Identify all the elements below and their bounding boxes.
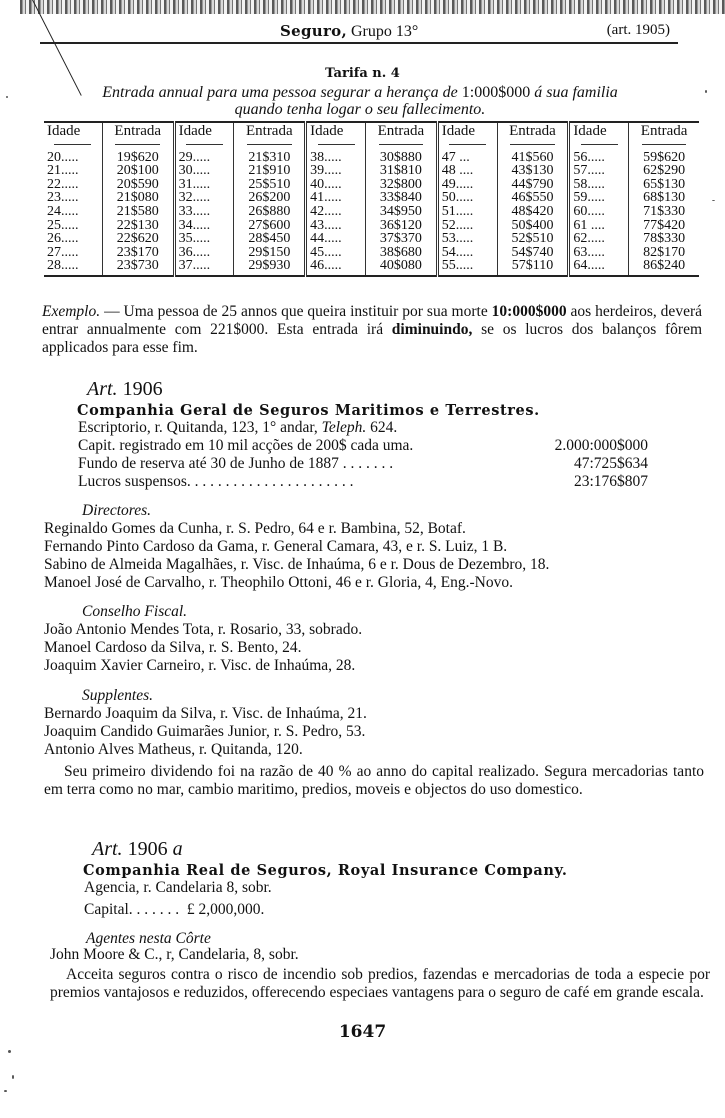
entrada-cell: 44$790 — [497, 178, 569, 192]
royal-paragraph: Acceita seguros contra o risco de incendio sob predios, fazendas e mercadorias de toda a especie por premios vantajosos e reduzidos, offerecendo especiaes vantagens para o seguro de café em grande escala. — [50, 966, 710, 1001]
entrada-cell: 32$800 — [366, 178, 438, 192]
col-header-entrada: Entrada — [629, 122, 699, 151]
col-header-entrada: Entrada — [102, 122, 174, 151]
table-row — [44, 178, 699, 192]
entrada-cell: 37$370 — [366, 232, 438, 246]
supplente-entry: Antonio Alves Matheus, r. Quitanda, 120. — [44, 741, 303, 758]
idade-cell: 59..... — [569, 191, 629, 205]
table-row — [44, 164, 699, 178]
idade-cell: 31..... — [174, 178, 234, 192]
idade-cell: 40..... — [306, 178, 366, 192]
idade-cell: 36..... — [174, 246, 234, 260]
col-header-entrada: Entrada — [366, 122, 438, 151]
idade-cell: 41..... — [306, 191, 366, 205]
idade-cell: 26..... — [47, 231, 79, 247]
entrada-cell: 25$510 — [234, 178, 306, 192]
agentes-label: Agentes nesta Côrte — [86, 930, 211, 947]
table-row — [44, 232, 699, 246]
entrada-cell: 29$150 — [234, 246, 306, 260]
entrada-cell: 20$590 — [102, 178, 174, 192]
page-number: 1647 — [338, 1022, 387, 1042]
table-row — [44, 205, 699, 219]
col-header-entrada: Entrada — [234, 122, 306, 151]
entrada-cell: 50$400 — [497, 219, 569, 233]
entrada-cell: 21$580 — [102, 205, 174, 219]
conselho-entry: Joaquim Xavier Carneiro, r. Visc. de Inhaúma, 28. — [44, 657, 356, 674]
director-entry: Manoel José de Carvalho, r. Theophilo Ottoni, 46 e r. Gloria, 4, Eng.-Novo. — [44, 574, 513, 591]
idade-cell: 45..... — [306, 246, 366, 260]
tarifa-subtitle: Entrada annual para uma pessoa segurar a herança de 1:000$000 á sua familia quando tenha logar o seu fallecimento. — [102, 84, 618, 118]
entrada-cell: 34$950 — [366, 205, 438, 219]
entrada-cell: 36$120 — [366, 219, 438, 233]
col-header-idade: Idade — [569, 122, 629, 151]
entrada-cell: 23$170 — [102, 246, 174, 260]
entrada-cell: 22$130 — [102, 219, 174, 233]
entrada-cell: 40$080 — [366, 259, 438, 276]
entrada-cell: 22$620 — [102, 232, 174, 246]
idade-cell: 47 ... — [437, 151, 497, 165]
idade-cell: 24..... — [47, 203, 79, 219]
idade-cell: 33..... — [174, 205, 234, 219]
idade-cell: 39..... — [306, 164, 366, 178]
financial-row: Capit. registrado em 10 mil acções de 200$ cada uma. 2.000:000$000 — [78, 437, 648, 454]
entrada-cell: 68$130 — [629, 191, 699, 205]
scan-speck — [6, 96, 8, 98]
idade-cell: 58..... — [569, 178, 629, 192]
table-row — [44, 246, 699, 260]
idade-cell: 38..... — [306, 151, 366, 165]
supplentes-label: Supplentes. — [82, 687, 154, 704]
entrada-cell: 71$330 — [629, 205, 699, 219]
idade-cell: 56..... — [569, 151, 629, 165]
header-title: Seguro, Grupo 13° — [280, 22, 419, 40]
col-header-idade: Idade — [44, 122, 102, 151]
scan-speck — [4, 1090, 7, 1092]
supplente-entry: Joaquim Candido Guimarães Junior, r. S. Pedro, 53. — [44, 723, 366, 740]
financial-row: Fundo de reserva até 30 de Junho de 1887 . . . . . . . 47:725$634 — [78, 455, 648, 472]
entrada-cell: 65$130 — [629, 178, 699, 192]
article-heading-1906a: Art. 1906 a — [92, 838, 183, 860]
director-entry: Sabino de Almeida Magalhães, r. Visc. de Inhaúma, 6 e r. Dous de Dezembro, 18. — [44, 556, 550, 573]
idade-cell: 55..... — [437, 259, 497, 276]
entrada-cell: 21$910 — [234, 164, 306, 178]
idade-cell: 20..... — [47, 149, 79, 165]
entrada-cell: 21$310 — [234, 151, 306, 165]
idade-cell: 61 .... — [569, 219, 629, 233]
idade-cell: 63..... — [569, 246, 629, 260]
idade-cell: 60..... — [569, 205, 629, 219]
col-header-idade: Idade — [306, 122, 366, 151]
entrada-cell: 43$130 — [497, 164, 569, 178]
entrada-cell: 77$420 — [629, 219, 699, 233]
idade-cell: 34..... — [174, 219, 234, 233]
scan-speck — [8, 1050, 11, 1053]
col-header-entrada: Entrada — [497, 122, 569, 151]
idade-cell: 46..... — [306, 259, 366, 276]
scan-speck — [705, 90, 707, 93]
idade-cell: 62..... — [569, 232, 629, 246]
entrada-cell: 59$620 — [629, 151, 699, 165]
entrada-cell: 30$880 — [366, 151, 438, 165]
idade-cell: 49..... — [437, 178, 497, 192]
entrada-cell: 33$840 — [366, 191, 438, 205]
table-row — [44, 191, 699, 205]
idade-cell: 42..... — [306, 205, 366, 219]
article-heading-1906: Art. 1906 — [87, 378, 163, 400]
directores-label: Directores. — [82, 502, 152, 519]
idade-cell: 48 .... — [437, 164, 497, 178]
entrada-cell: 19$620 — [102, 151, 174, 165]
idade-cell: 27..... — [47, 244, 79, 260]
idade-cell: 43..... — [306, 219, 366, 233]
scan-speck — [12, 1075, 14, 1079]
entrada-cell: 27$600 — [234, 219, 306, 233]
idade-cell: 50..... — [437, 191, 497, 205]
entrada-cell: 41$560 — [497, 151, 569, 165]
company-name-royal: Companhia Real de Seguros, Royal Insurance Company. — [83, 862, 568, 879]
idade-cell: 22..... — [47, 176, 79, 192]
idade-cell: 44..... — [306, 232, 366, 246]
idade-cell: 25..... — [47, 217, 79, 233]
table-header-row — [44, 122, 699, 151]
idade-cell: 29..... — [174, 151, 234, 165]
idade-cell: 54..... — [437, 246, 497, 260]
entrada-cell: 62$290 — [629, 164, 699, 178]
entrada-cell: 54$740 — [497, 246, 569, 260]
entrada-cell: 86$240 — [629, 259, 699, 276]
conselho-fiscal-label: Conselho Fiscal. — [82, 603, 188, 620]
supplente-entry: Bernardo Joaquim da Silva, r. Visc. de Inhaúma, 21. — [44, 705, 367, 722]
entrada-cell: 28$450 — [234, 232, 306, 246]
idade-cell: 57..... — [569, 164, 629, 178]
entrada-cell: 78$330 — [629, 232, 699, 246]
idade-cell: 64..... — [569, 259, 629, 276]
col-header-idade: Idade — [174, 122, 234, 151]
conselho-entry: João Antonio Mendes Tota, r. Rosario, 33, sobrado. — [44, 621, 363, 638]
running-header — [40, 22, 678, 44]
company-name-geral: Companhia Geral de Seguros Maritimos e Terrestres. — [77, 402, 540, 419]
tarifa-table — [44, 121, 699, 277]
conselho-entry: Manoel Cardoso da Silva, r. S. Bento, 24. — [44, 639, 302, 656]
agencia-address: Agencia, r. Candelaria 8, sobr. — [84, 879, 272, 896]
idade-cell: 23..... — [47, 190, 79, 206]
idade-cell: 51..... — [437, 205, 497, 219]
exemplo-paragraph: Exemplo. — Uma pessoa de 25 annos que queira instituir por sua morte 10:000$000 aos herdeiros, deverá entrar annualmente com 221$000. Esta entrada irá diminuindo, se os lucros dos balanços fôrem applicados para esse fim. — [42, 303, 702, 356]
idade-cell: 53..... — [437, 232, 497, 246]
table-row — [44, 219, 699, 233]
scan-noise-top — [20, 0, 725, 14]
idade-cell: 52..... — [437, 219, 497, 233]
entrada-cell: 21$080 — [102, 191, 174, 205]
idade-cell: 28..... — [47, 258, 79, 274]
entrada-cell: 82$170 — [629, 246, 699, 260]
idade-cell: 32..... — [174, 191, 234, 205]
capital-line: Capital. . . . . . . £ 2,000,000. — [84, 901, 265, 918]
idade-cell: 21..... — [47, 163, 79, 179]
entrada-cell: 52$510 — [497, 232, 569, 246]
entrada-cell: 29$930 — [234, 259, 306, 276]
entrada-cell: 46$550 — [497, 191, 569, 205]
entrada-cell: 57$110 — [497, 259, 569, 276]
entrada-cell: 23$730 — [102, 259, 174, 276]
idade-cell: 30..... — [174, 164, 234, 178]
table-row — [44, 151, 699, 165]
dividend-paragraph: Seu primeiro dividendo foi na razão de 40 % ao anno do capital realizado. Segura mercadorias tanto em terra como no mar, cambio maritimo, predios, moveis e objectos do uso domestico. — [44, 763, 704, 798]
idade-cell: 37..... — [174, 259, 234, 276]
entrada-cell: 38$680 — [366, 246, 438, 260]
header-article-ref: (art. 1905) — [606, 22, 670, 38]
scan-speck — [712, 200, 715, 201]
table-row — [44, 259, 699, 276]
entrada-cell: 48$420 — [497, 205, 569, 219]
entrada-cell: 20$100 — [102, 164, 174, 178]
entrada-cell: 26$200 — [234, 191, 306, 205]
agentes-entry: John Moore & C., r, Candelaria, 8, sobr. — [50, 946, 299, 963]
col-header-idade: Idade — [437, 122, 497, 151]
office-address: Escriptorio, r. Quitanda, 123, 1° andar, Teleph. 624. — [78, 419, 398, 436]
entrada-cell: 31$810 — [366, 164, 438, 178]
director-entry: Reginaldo Gomes da Cunha, r. S. Pedro, 64 e r. Bambina, 52, Botaf. — [44, 520, 466, 537]
director-entry: Fernando Pinto Cardoso da Gama, r. General Camara, 43, e r. S. Luiz, 1 B. — [44, 538, 508, 555]
scan-fold-line — [30, 0, 82, 96]
idade-cell: 35..... — [174, 232, 234, 246]
tarifa-title: Tarifa n. 4 — [325, 66, 400, 81]
financial-row: Lucros suspensos. . . . . . . . . . . . . . . . . . . . . . 23:176$807 — [78, 473, 648, 490]
entrada-cell: 26$880 — [234, 205, 306, 219]
